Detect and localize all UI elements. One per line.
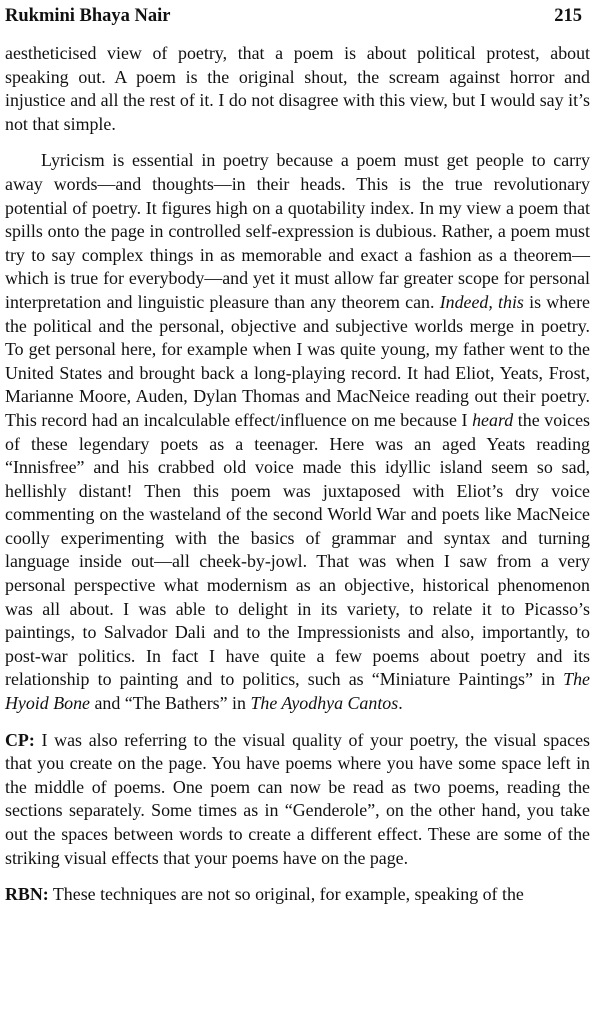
paragraph-2-part-1: Lyricism is essential in poetry because a poem must get people to carry away words—and thoughts—in their heads. This is the true revolutionary potential of poetry. It figures high on a quotability index. In my view a poem that spills onto the page in controlled self-expression is dubious. Rather, a poem must try to say complex things in as memorable and exact a fashion as a theorem—which is true for everybody—and yet it must allow far greater scope for personal interpretation and linguistic pleasure than any theorem can. — [5, 150, 590, 312]
speaker-label-cp: CP: — [5, 729, 35, 750]
book-title-hyoid-bone: The Hyoid Bone — [5, 669, 590, 714]
paragraph-1: aestheticised view of poetry, that a poem is about political protest, about speaking out. A poem is the original shout, the scream against horror and injustice and all the rest of it. I do not disagree with this view, but I would say it’s not that simple. — [5, 43, 590, 134]
paragraph-2-part-4: and “The Bathers” in — [89, 693, 251, 714]
paragraph-2 — [5, 149, 590, 715]
paragraph-2-italic-indeed: Indeed, this — [439, 291, 524, 312]
paragraph-2-end: . — [398, 693, 403, 714]
paragraph-4-text: These techniques are not so original, for example, speaking of the — [48, 884, 524, 905]
paragraph-2-part-2: is where the political and the personal, objective and subjective worlds merge in poetry. To get personal here, for example when I was quite young, my father went to the United States and brought back a long-playing record. It had Eliot, Yeats, Frost, Marianne Moore, Auden, Dylan Thomas and MacNeice reading out their poetry. This record had an incalculable effect/influence on me because I — [5, 291, 590, 430]
book-title-ayodhya-cantos: The Ayodhya Cantos — [250, 693, 399, 714]
paragraph-2-italic-heard: heard — [472, 409, 514, 430]
paragraph-2-part-3: the voices of these legendary poets as a teenager. Here was an aged Yeats reading “Innisfree” and his crabbed old voice made this idyllic island seem so sad, hellishly distant! Then this poem was juxtaposed with Eliot’s dry voice commenting on the wasteland of the second World War and poets like MacNeice coolly experimenting with the basics of grammar and syntax and turning language inside out—all cheek-by-jowl. That was when I saw from a very personal perspective what modernism as an objective, historical phenomenon was all about. I was able to delight in its variety, to relate it to Picasso’s paintings, to Salvador Dali and to the Impressionists and also, importantly, to post-war politics. In fact I have quite a few poems about poetry and its relationship to painting and to politics, such as “Miniature Paintings” in — [5, 409, 590, 690]
running-head — [5, 2, 590, 32]
speaker-label-rbn: RBN: — [5, 884, 49, 905]
page-number: 215 — [554, 6, 582, 26]
paragraph-3 — [5, 729, 590, 871]
paragraph-4 — [5, 883, 590, 907]
paragraph-3-text: I was also referring to the visual quality of your poetry, the visual spaces that you create on the page. You have poems where you have some space left in the middle of poems. One poem can now be read as two poems, reading the sections separately. Some times as in “Genderole”, on the other hand, you take out the spaces between words to create a different effect. These are some of the striking visual effects that your poems have on the page. — [5, 729, 590, 868]
body-text — [5, 42, 590, 907]
running-head-author: Rukmini Bhaya Nair — [5, 6, 171, 26]
